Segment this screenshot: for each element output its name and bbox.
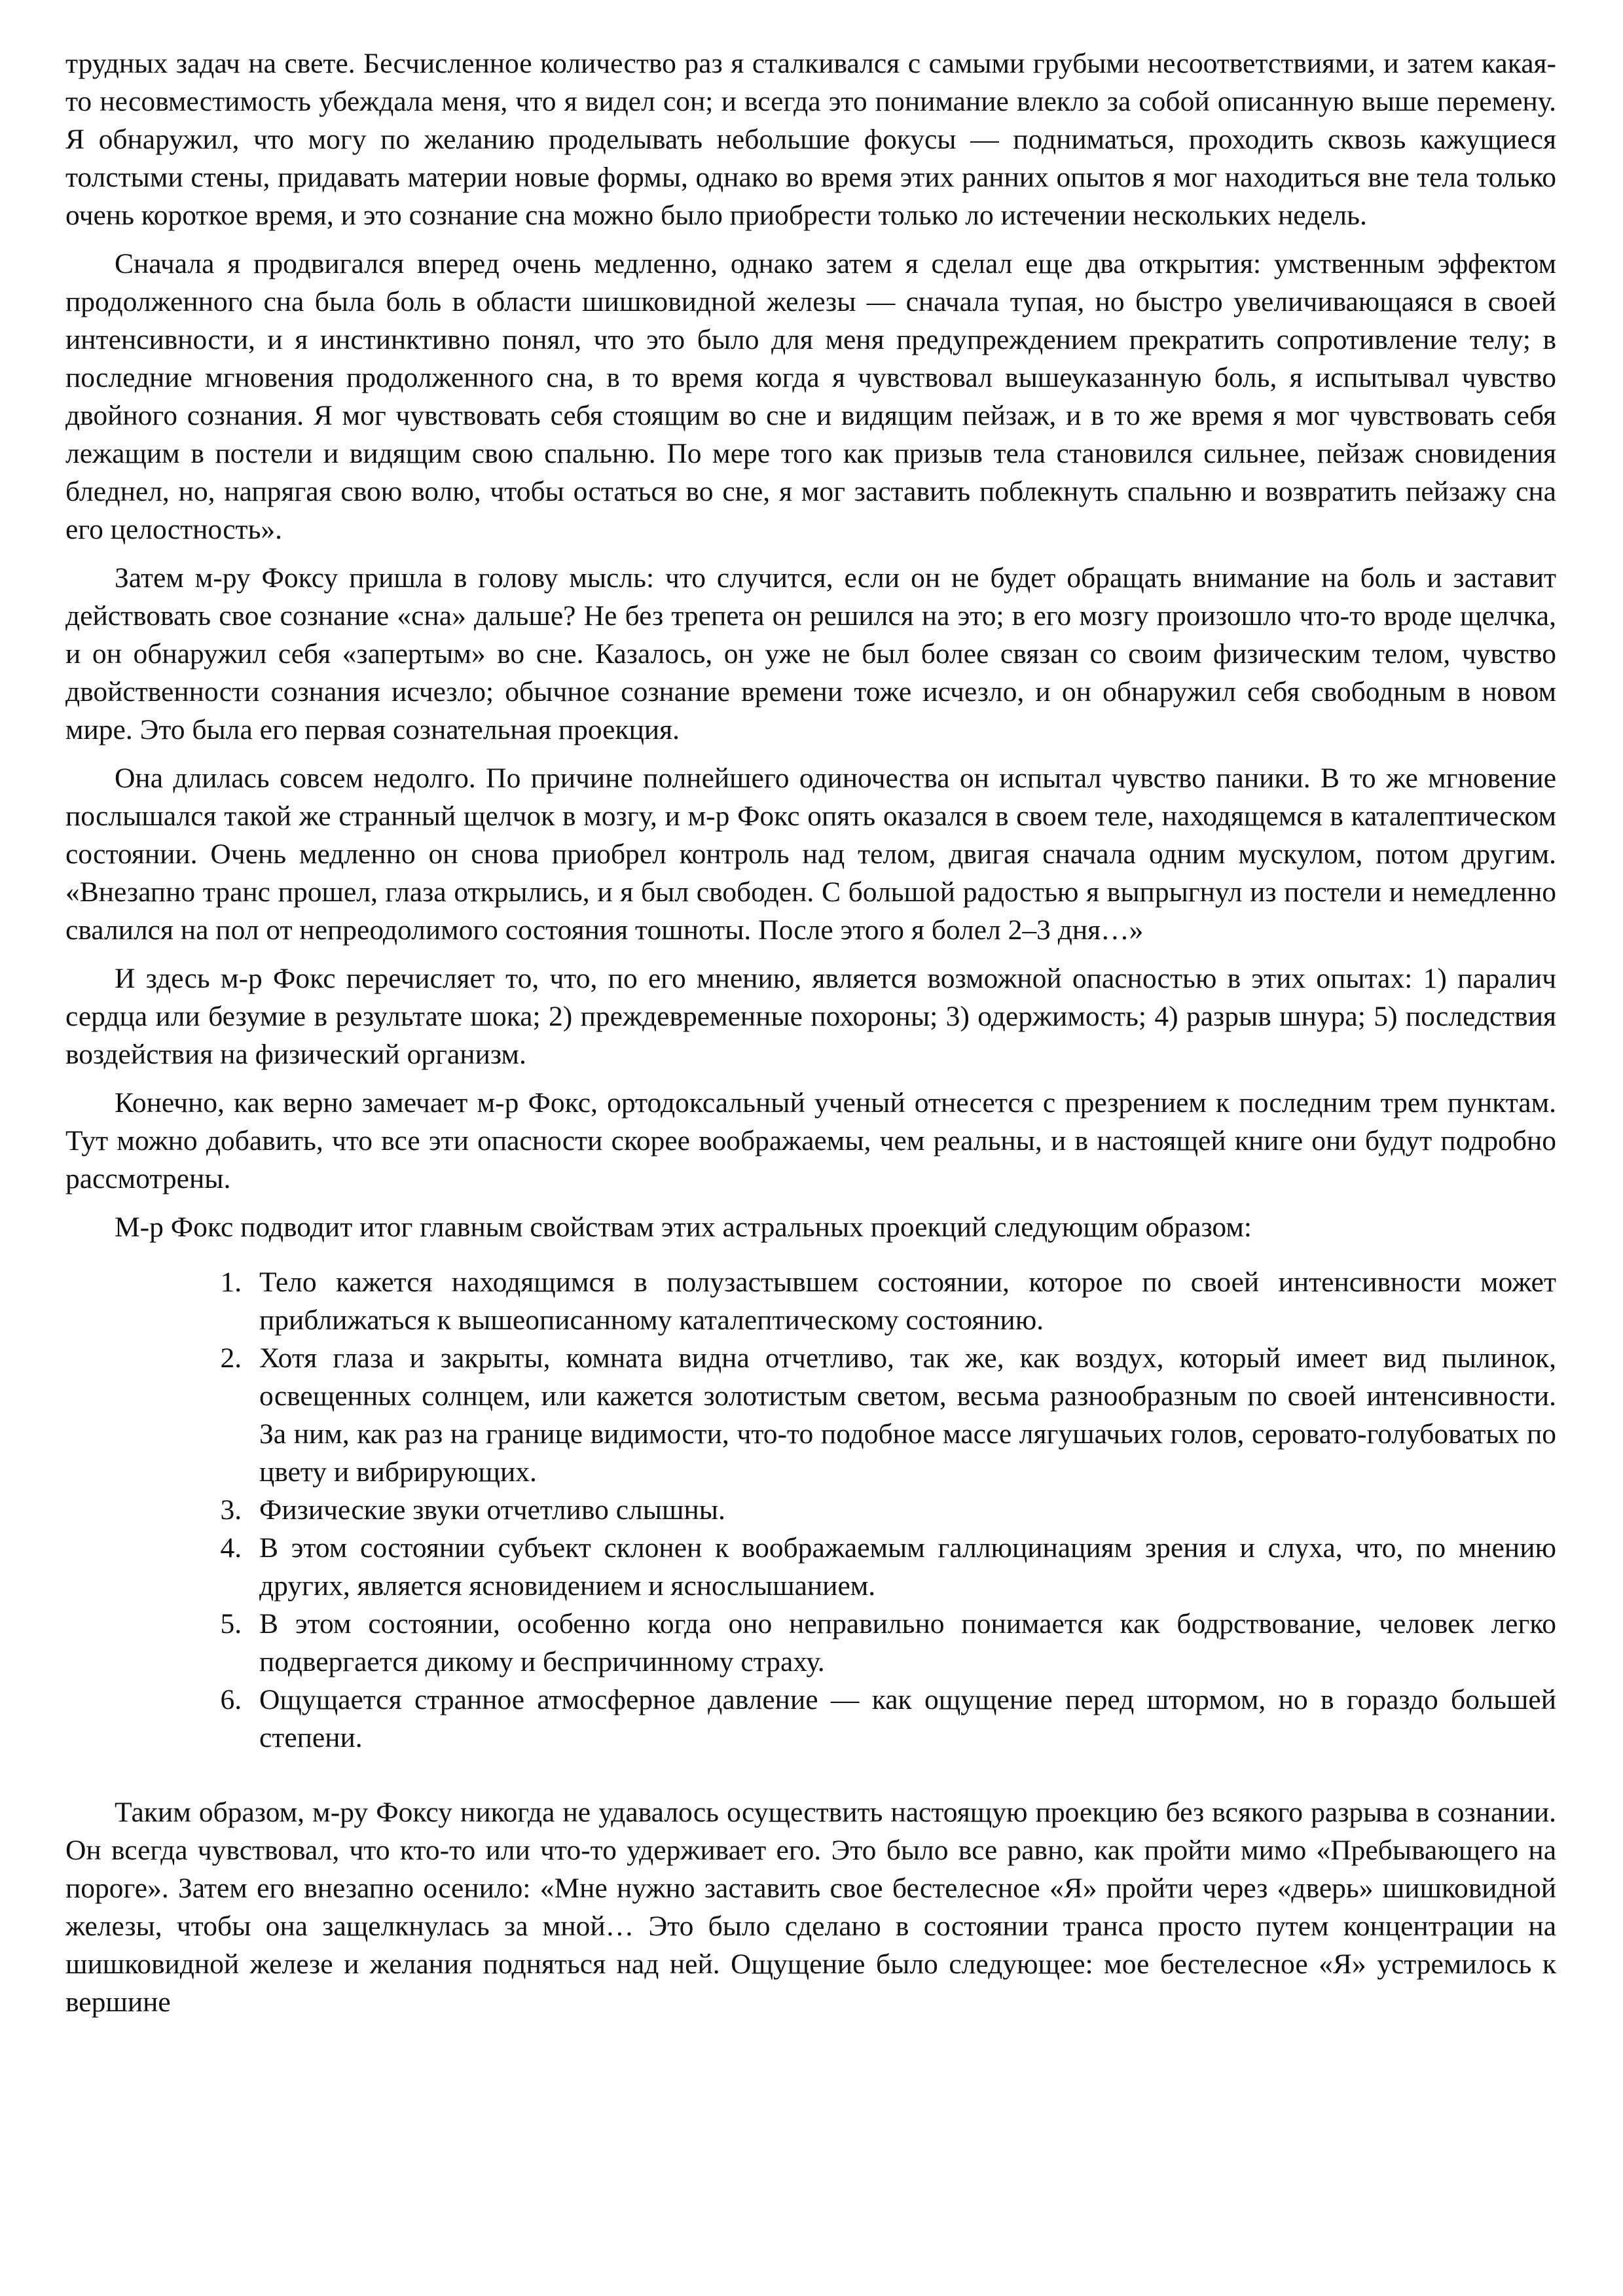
paragraph-1: трудных задач на свете. Бесчисленное количество раз я сталкивался с самыми грубыми несоответствиями, и затем какая-то несовместимость убеждала меня, что я видел сон; и всегда это понимание влекло за собой описанную выше перемену. Я обнаружил, что могу по желанию проделывать небольшие фокусы — подниматься, проходить сквозь кажущиеся толстыми стены, придавать материи новые формы, однако во время этих ранних опытов я мог находиться вне тела только очень короткое время, и это сознание сна можно было приобрести только ло истечении нескольких недель. xyxy=(65,48,1556,231)
list-item: 5. В этом состоянии, особенно когда оно неправильно понимается как бодрствование, человек легко подвергается дикому и беспричинному страху. xyxy=(249,1605,1556,1681)
list-item: 4. В этом состоянии субъект склонен к воображаемым галлюцинациям зрения и слуха, что, по мнению других, является ясновидением и яснослышанием. xyxy=(249,1529,1556,1605)
paragraph-7: М-р Фокс подводит итог главным свойствам этих астральных проекций следующим образом: xyxy=(115,1211,1252,1243)
list-item: 6. Ощущается странное атмосферное давление — как ощущение перед штормом, но в гораздо большей степени. xyxy=(249,1681,1556,1757)
list-item: 2. Хотя глаза и закрыты, комната видна отчетливо, так же, как воздух, который имеет вид пылинок, освещенных солнцем, или кажется золотистым светом, весьма разнообразным по своей интенсивности. За ним, как раз на границе видимости, что-то подобное массе лягушачьих голов, серовато-голубоватых по цвету и вибрирующих. xyxy=(249,1339,1556,1491)
list-item: 3. Физические звуки отчетливо слышны. xyxy=(249,1491,1556,1529)
paragraph-3: Затем м-ру Фоксу пришла в голову мысль: что случится, если он не будет обращать внимание на боль и заставит действовать свое сознание «сна» дальше? Не без трепета он решился на это; в его мозгу произошло что-то вроде щелчка, и он обнаружил себя «запертым» во сне. Казалось, он уже не был более связан со своим физическим телом, чувство двойственности сознания исчезло; обычное сознание времени тоже исчезло, и он обнаружил себя свободным в новом мире. Это была его первая сознательная проекция. xyxy=(65,562,1556,745)
paragraph-5: И здесь м-р Фокс перечисляет то, что, по его мнению, является возможной опасностью в этих опытах: 1) паралич сердца или безумие в результате шока; 2) преждевременные похороны; 3) одержимость; 4) разрыв шнура; 5) последствия воздействия на физический организм. xyxy=(65,963,1556,1070)
list-item: 1. Тело кажется находящимся в полузастывшем состоянии, которое по своей интенсивности может приближаться к вышеописанному каталептическому состоянию. xyxy=(249,1263,1556,1339)
paragraph-2: Сначала я продвигался вперед очень медленно, однако затем я сделал еще два открытия: умственным эффектом продолженного сна была боль в области шишковидной железы — сначала тупая, но быстро увеличивающаяся в своей интенсивности, и я инстинктивно понял, что это было для меня предупреждением прекратить сопротивление телу; в последние мгновения продолженного сна, в то время когда я чувствовал вышеуказанную боль, я испытывал чувство двойного сознания. Я мог чувствовать себя стоящим во сне и видящим пейзаж, и в то же время я мог чувствовать себя лежащим в постели и видящим свою спальню. По мере того как призыв тела становился сильнее, пейзаж сновидения бледнел, но, напрягая свою волю, чтобы остаться во сне, я мог заставить поблекнуть спальню и возвратить пейзажу сна его целостность». xyxy=(65,248,1556,545)
paragraph-4: Она длилась совсем недолго. По причине полнейшего одиночества он испытал чувство паники. В то же мгновение послышался такой же странный щелчок в мозгу, и м-р Фокс опять оказался в своем теле, находящемся в каталептическом состоянии. Очень медленно он снова приобрел контроль над телом, двигая сначала одним мускулом, потом другим. «Внезапно транс прошел, глаза открылись, и я был свободен. С большой радостью я выпрыгнул из постели и немедленно свалился на пол от непреодолимого состояния тошноты. После этого я болел 2–3 дня…» xyxy=(65,762,1556,946)
properties-list xyxy=(65,1263,1556,1757)
paragraph-6: Конечно, как верно замечает м-р Фокс, ортодоксальный ученый отнесется с презрением к последним трем пунктам. Тут можно добавить, что все эти опасности скорее воображаемы, чем реальны, и в настоящей книге они будут подробно рассмотрены. xyxy=(65,1087,1556,1194)
paragraph-8: Таким образом, м-ру Фоксу никогда не удавалось осуществить настоящую проекцию без всякого разрыва в сознании. Он всегда чувствовал, что кто-то или что-то удерживает его. Это было все равно, как пройти мимо «Пребывающего на пороге». Затем его внезапно осенило: «Мне нужно заставить свое бестелесное «Я» пройти через «дверь» шишковидной железы, чтобы она защелкнулась за мной… Это было сделано в состоянии транса просто путем концентрации на шишковидной железе и желания подняться над ней. Ощущение было следующее: мое бестелесное «Я» устремилось к вершине xyxy=(65,1797,1556,2018)
